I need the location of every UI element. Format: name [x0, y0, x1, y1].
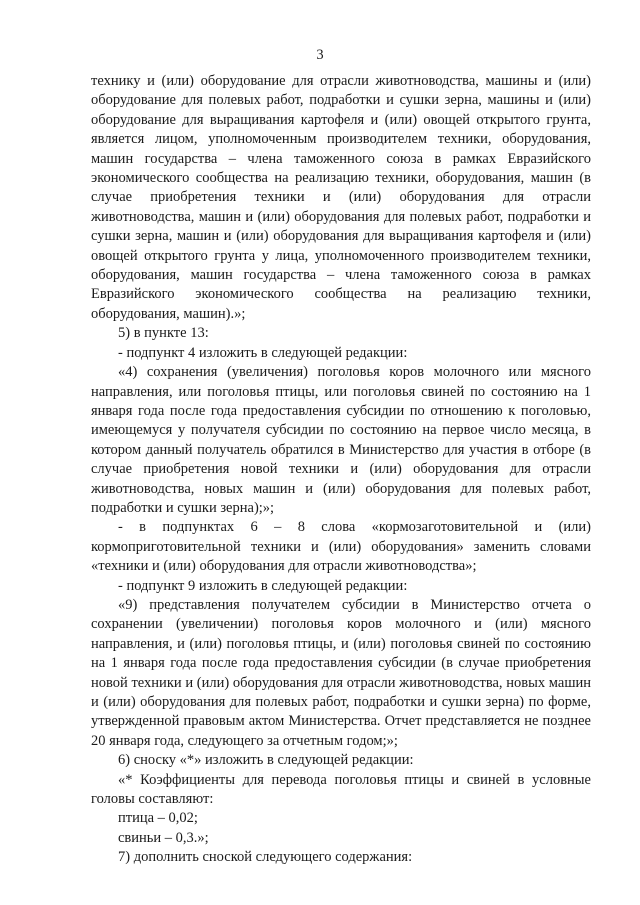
paragraph-footnote-coefficients: «* Коэффициенты для перевода поголовья птицы и свиней в условные головы составляют: — [91, 771, 591, 808]
paragraph-subitem-4-heading: - подпункт 4 изложить в следующей редакции: — [118, 344, 408, 361]
page-number: 3 — [316, 47, 324, 63]
paragraph-subitem-9-heading: - подпункт 9 изложить в следующей редакции: — [118, 577, 408, 594]
paragraph-item-6: 6) сноску «*» изложить в следующей редакции: — [118, 752, 414, 769]
paragraph-item-7: 7) дополнить сноской следующего содержания: — [118, 849, 413, 866]
paragraph-continuation: технику и (или) оборудование для отрасли животноводства, машины и (или) оборудование для полевых работ, подработки и сушки зерна, машины и (или) оборудование для выращивания картофеля и (или) овощей открытого грунта, является лицом, уполномоченным производителем техники, оборудования, машин государства – члена таможенного союза в рамках Евразийского экономического сообщества на реализацию техники, оборудования, машин (в случае приобретения техники и (или) оборудования для отрасли животноводства, машин и (или) оборудования для полевых работ, подработки и сушки зерна, машин и (или) оборудования для выращивания картофеля и (или) овощей открытого грунта у лица, уполномоченного производителем техники, оборудования, машин государства – члена таможенного союза в рамках Евразийского экономического сообщества на реализацию техники, оборудования, машин).»; — [91, 73, 591, 322]
paragraph-item-5: 5) в пункте 13: — [118, 325, 209, 342]
paragraph-pigs: свиньи – 0,3.»; — [118, 829, 209, 846]
paragraph-subitem-4-text: «4) сохранения (увеличения) поголовья коров молочного или мясного направления, или поголовья птицы, или поголовья свиней по состоянию на 1 января года после года предоставления субсидии по отношению к поголовью, имеющемуся у получателя субсидии по состоянию на первое число месяца, в котором данный получатель обратился в Министерство для участия в отборе (в случае приобретения новой техники и (или) оборудования для отрасли животноводства, новых машин и (или) оборудования для полевых работ, подработки и сушки зерна);»; — [91, 364, 591, 516]
paragraph-poultry: птица – 0,02; — [118, 810, 198, 827]
paragraph-subitem-9-text: «9) представления получателем субсидии в Министерство отчета о сохранении (увеличении) поголовья коров молочного и (или) мясного направления, и (или) поголовья птицы, и (или) поголовья свиней по состоянию на 1 января года после года предоставления субсидии (в случае приобретения новой техники и (или) оборудования для отрасли животноводства, новых машин и (или) оборудования для полевых работ, подработки и сушки зерна) по форме, утвержденной правовым актом Министерства. Отчет представляется не позднее 20 января года, следующего за отчетным годом;»; — [91, 596, 591, 749]
document-body — [91, 72, 591, 868]
paragraph-subitems-6-8: - в подпунктах 6 – 8 слова «кормозаготовительной и (или) кормоприготовительной техники и (или) оборудования» заменить словами «техники и (или) оборудования для отрасли животноводства»; — [91, 519, 591, 575]
